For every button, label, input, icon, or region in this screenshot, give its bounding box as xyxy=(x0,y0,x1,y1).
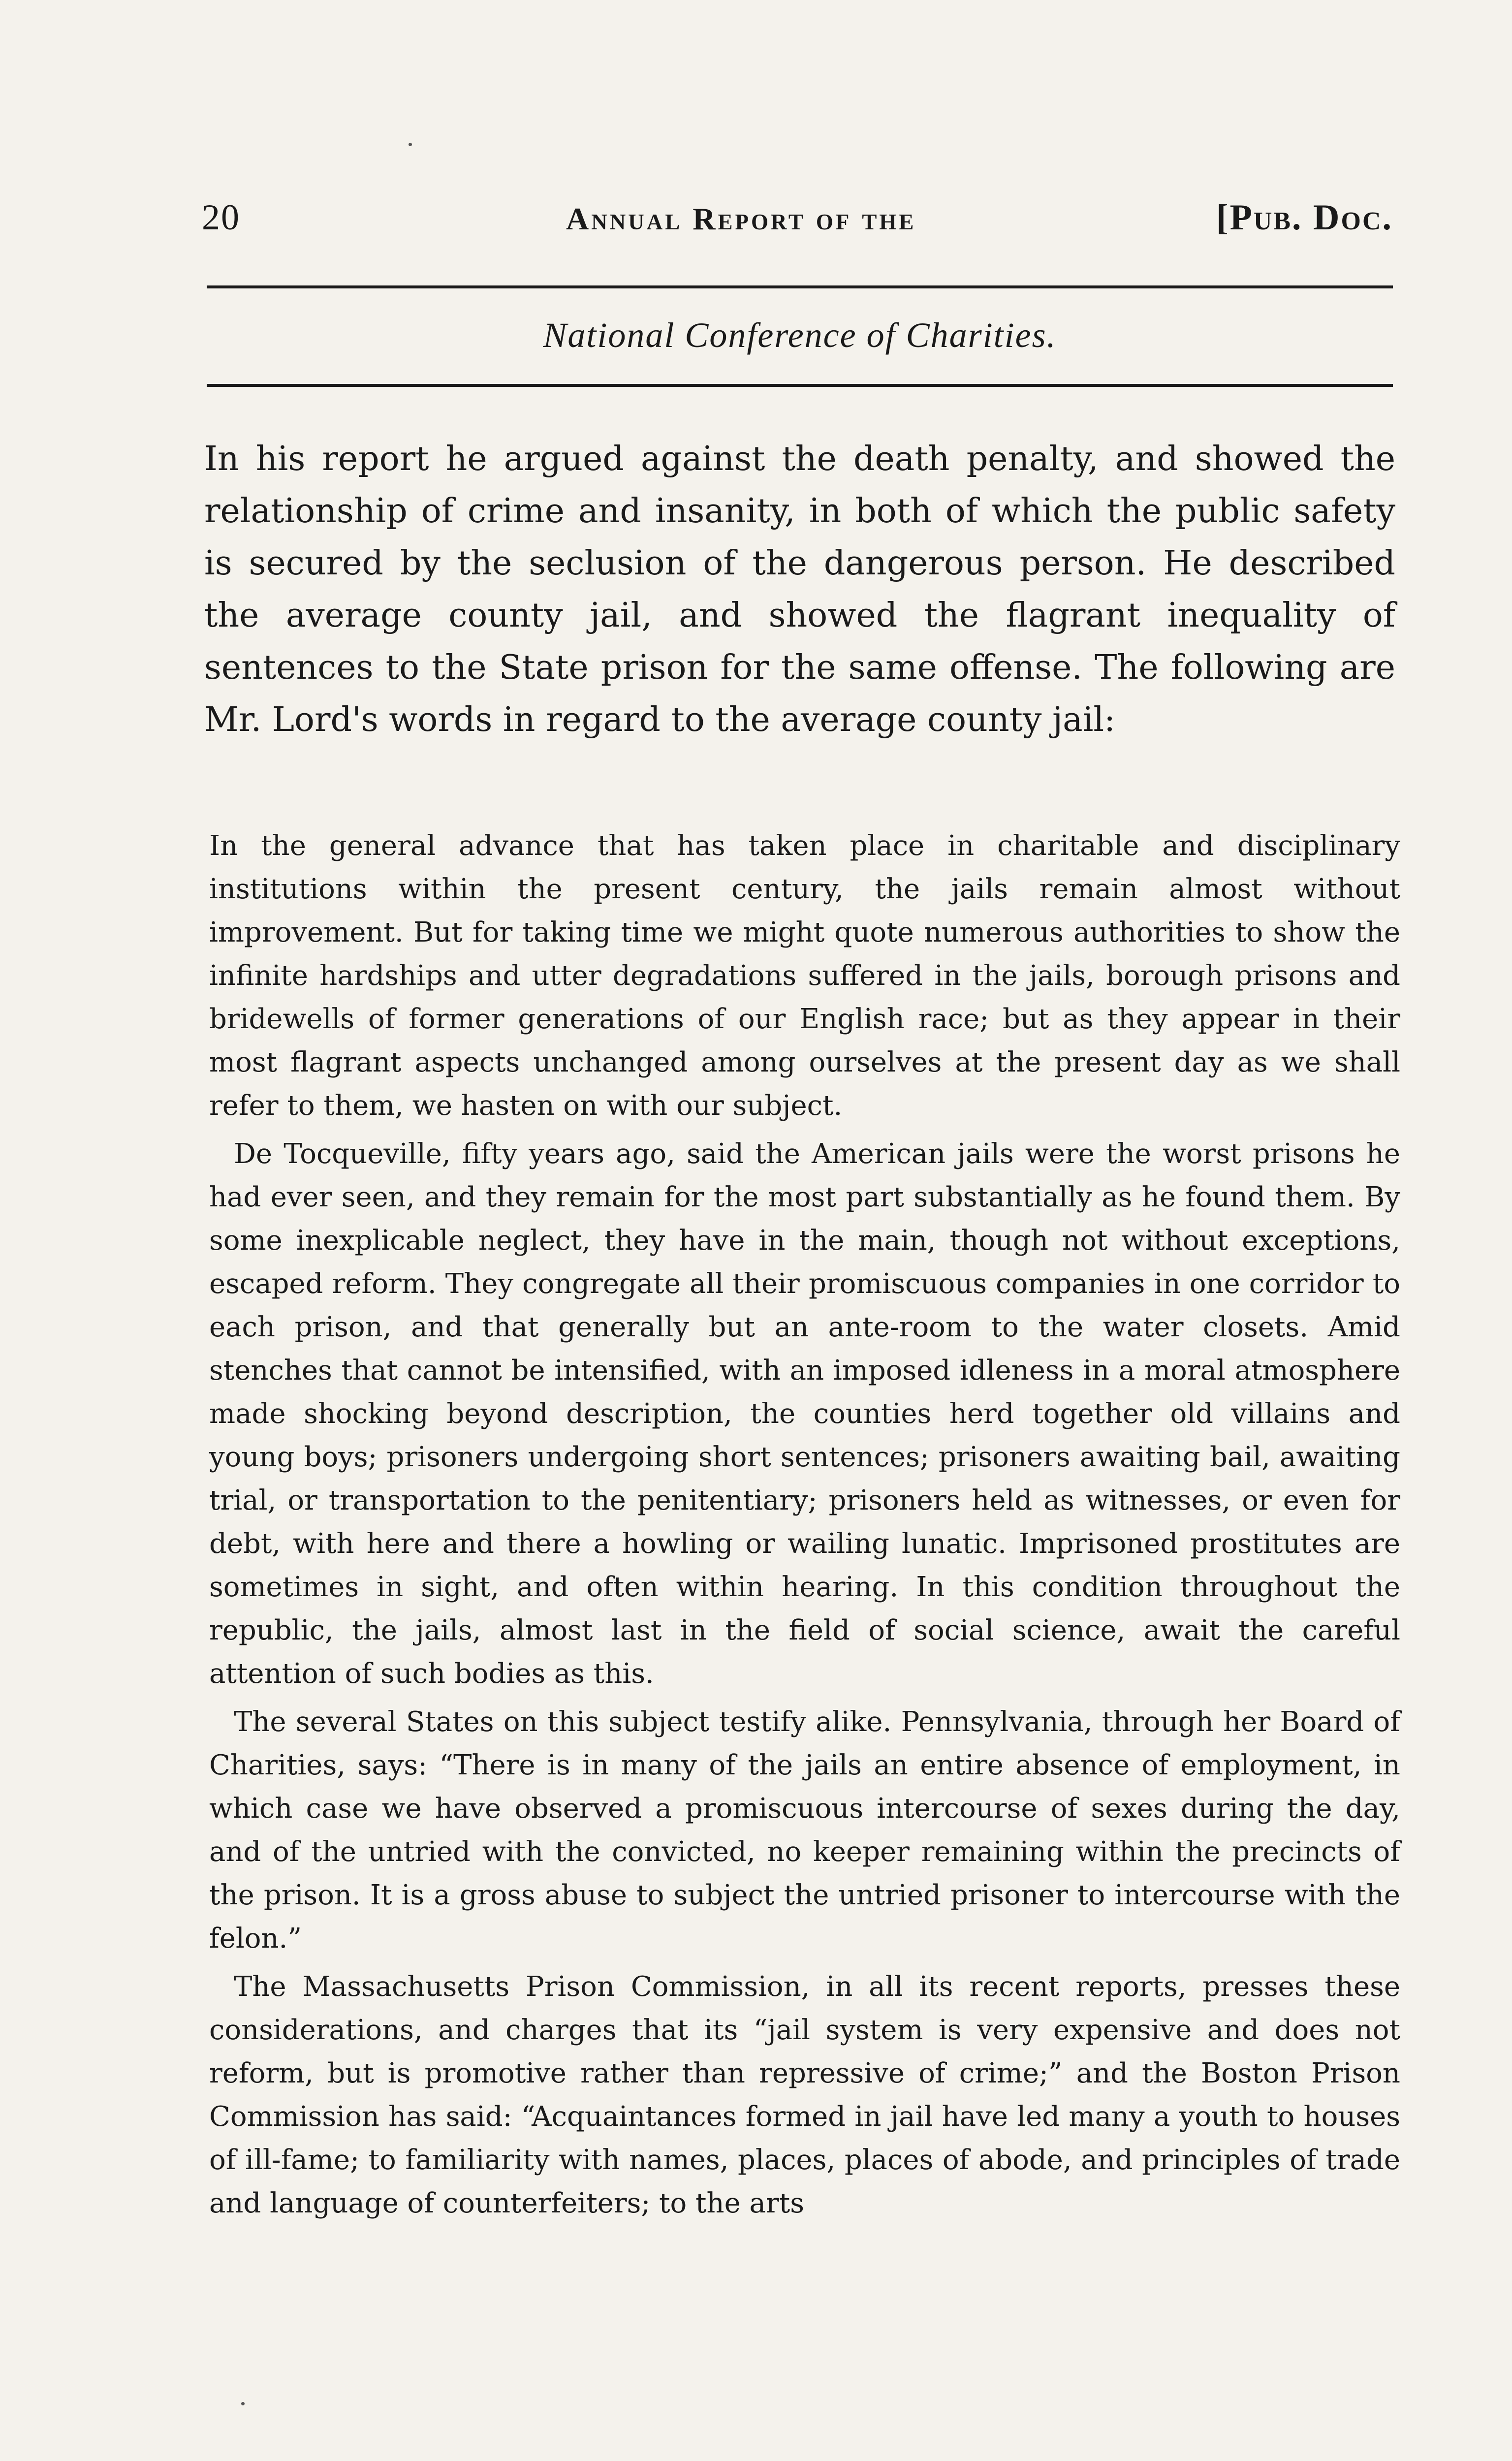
paper-speck xyxy=(241,2402,245,2405)
page-number: 20 xyxy=(202,197,240,238)
quote-paragraph: The Massachusetts Prison Commission, in all its recent reports, presses these considerations, and charges that its “jail system is very expensive and does not reform, but is promotive rather than repressive of crime;” and the Boston Prison Commission has said: “Acquaintances formed in jail have led many a youth to houses of ill-fame; to familiarity with names, places, places of abode, and principles of trade and language of counterfeiters; to the arts xyxy=(209,1971,1400,2219)
intro-paragraph: In his report he argued against the death penalty, and showed the relationship of crime and insanity, in both of which the public safety is secured by the seclusion of the dangerous person. He described the average county jail, and showed the flagrant inequality of sentences to the State prison for the same offense. The following are Mr. Lord's words in regard to the average county jail: xyxy=(204,440,1395,739)
quote-paragraph: In the general advance that has taken place in charitable and disciplinary institutions within the present century, the jails remain almost without improvement. But for taking time we might quote numerous authorities to show the infinite hardships and utter degradations suffered in the jails, borough prisons and bridewells of former generations of our English race; but as they appear in their most flagrant aspects unchanged among ourselves at the present day as we shall refer to them, we hasten on with our subject. xyxy=(209,830,1400,1122)
quote-paragraph: The several States on this subject testify alike. Pennsylvania, through her Board of Charities, says: “There is in many of the jails an entire absence of employment, in which case we have observed a promiscuous intercourse of sexes during the day, and of the untried with the convicted, no keeper remaining within the precincts of the prison. It is a gross abuse to subject the untried prisoner to intercourse with the felon.” xyxy=(209,1706,1400,1955)
header-rule-top xyxy=(207,285,1393,288)
paper-speck xyxy=(409,143,412,146)
quote-paragraph: De Tocqueville, fifty years ago, said the American jails were the worst prisons he had ever seen, and they remain for the most part substantially as he found them. By some inexplicable neglect, they have in the main, though not without exceptions, escaped reform. They congregate all their promiscuous companies in one corridor to each prison, and that generally but an ante-room to the water closets. Amid stenches that cannot be intensified, with an imposed idleness in a moral atmosphere made shocking beyond description, the counties herd together old villains and young boys; prisoners undergoing short sentences; prisoners awaiting bail, awaiting trial, or transportation to the penitentiary; prisoners held as witnesses, or even for debt, with here and there a howling or wailing lunatic. Imprisoned prostitutes are sometimes in sight, and often within hearing. In this condition throughout the republic, the jails, almost last in the field of social science, await the careful attention of such bodies as this. xyxy=(209,1138,1400,1690)
section-title: National Conference of Charities. xyxy=(543,316,1057,355)
document-reference: [Pub. Doc. xyxy=(1216,197,1393,238)
page-header xyxy=(202,197,1393,251)
header-rule-bottom xyxy=(207,384,1393,387)
running-title: Annual Report of the xyxy=(566,201,916,236)
quoted-passage xyxy=(209,824,1400,2230)
